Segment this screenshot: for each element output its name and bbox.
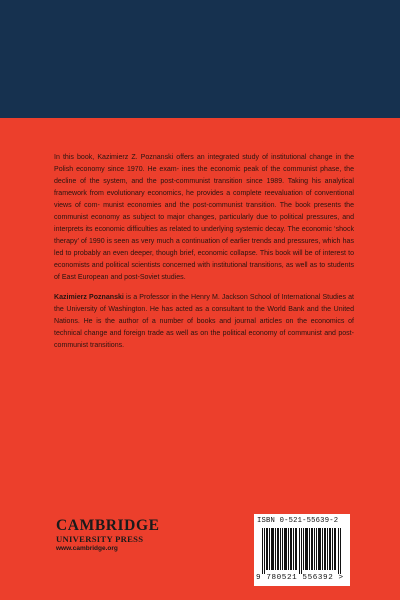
description-line: interest to economists and political scientists concerned with bbox=[54, 250, 354, 269]
author-bio-line: School of International Studies at the University of Washington. bbox=[54, 294, 354, 313]
description-line: institutional change in the Polish economy since 1970. He exam- bbox=[54, 154, 354, 173]
description-line: In this book, Kazimierz Z. Poznanski offers an integrated study of bbox=[54, 154, 268, 161]
description-line: munist economies and the post-communist transition. The book bbox=[103, 202, 311, 209]
publisher-logo bbox=[56, 518, 166, 554]
author-bio-line: Nations. He is the author of a number of books and journal articles bbox=[54, 318, 282, 325]
description-line: presents the communist economy as subject to major changes, bbox=[54, 202, 354, 221]
author-bio-paragraph bbox=[54, 292, 354, 352]
description-line: particularly due to political pressures, and interprets its economic bbox=[54, 214, 354, 233]
description-line: ‘shock therapy’ of 1990 is seen as very much a continuation of bbox=[54, 226, 354, 245]
blurb-text bbox=[54, 152, 354, 352]
publisher-subtitle: UNIVERSITY PRESS bbox=[56, 534, 144, 544]
barcode-icon bbox=[262, 528, 342, 574]
author-name: Kazimierz Poznanski bbox=[54, 294, 124, 301]
description-line: provides a complete reevaluation of conventional views of com- bbox=[54, 190, 354, 209]
description-line: earlier trends and pressures, which has led to probably an even bbox=[54, 238, 354, 257]
description-paragraph bbox=[54, 152, 354, 284]
author-bio-line: on the economics of technical change and foreign trade as well as bbox=[54, 318, 354, 337]
description-line: Taking his analytical framework from evolutionary economics, he bbox=[54, 178, 354, 197]
description-line: the system, and the post-communist transition since 1989. bbox=[89, 178, 285, 185]
description-line: deeper, though brief, economic collapse. This book will be of bbox=[130, 250, 321, 257]
top-band bbox=[0, 0, 400, 118]
description-line: institutional transitions, as well as to students of East European bbox=[54, 262, 355, 281]
author-bio-line: He has acted as a consultant to the World Bank and the United bbox=[149, 306, 354, 313]
barcode-digits: 9 780521 556392 > bbox=[256, 574, 344, 582]
isbn-barcode-box bbox=[254, 514, 350, 586]
description-line: ines the economic peak of the communist phase, the decline of bbox=[54, 166, 354, 185]
description-line: difficulties as related to underlying systemic decay. The economic bbox=[126, 226, 332, 233]
publisher-name: CAMBRIDGE bbox=[56, 517, 160, 534]
author-bio-line: is a Professor in the Henry M. Jackson bbox=[123, 294, 248, 301]
isbn-label: ISBN 0-521-55639-2 bbox=[257, 517, 339, 525]
publisher-url: www.cambridge.org bbox=[56, 545, 118, 552]
description-line: and post-Soviet studies. bbox=[110, 274, 186, 281]
author-bio-line: on the political economy of communist and post-communist transitions. bbox=[54, 330, 354, 349]
